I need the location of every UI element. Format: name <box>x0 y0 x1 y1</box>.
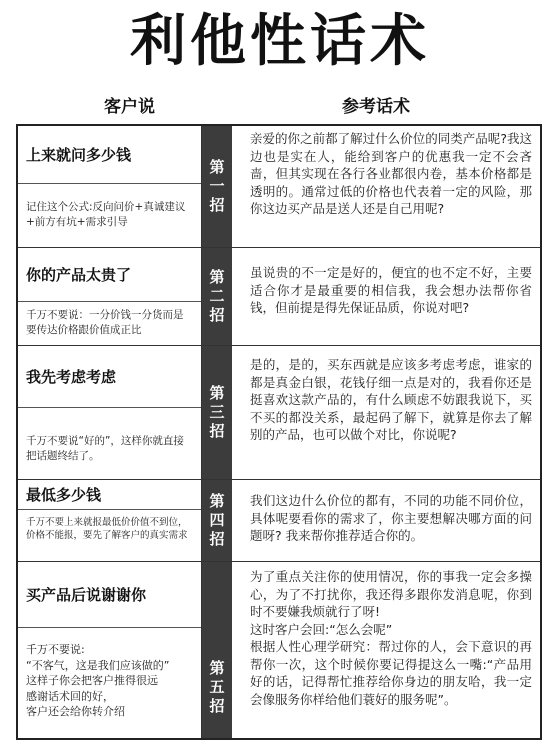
customer-column-header: 客户说 <box>104 97 155 117</box>
customer-note: 千万不要说：一分价钱一分货而是要传达价格跟价值成正比 <box>26 309 184 336</box>
table-row <box>18 346 540 480</box>
customer-note: 千万不要说: “不客气，这是我们应该做的” 这样子你会把客户推得很远 感谢话术回的好， 客户还会给你转介绍 <box>26 643 170 718</box>
table-row <box>18 248 540 346</box>
customer-note: 千万不要说“好的”，这样你就直接把话题终结了。 <box>26 435 184 462</box>
customer-note: 记住这个公式:反向问价+真诚建议+前方有坑+需求引导 <box>26 201 186 228</box>
reply-text: 我们这边什么价位的都有，不同的功能不同价位，具体呢要看你的需求了，你主要想解决哪方面的问题呀? 我来帮你推荐适合你的。 <box>250 493 532 543</box>
customer-cell <box>18 562 202 738</box>
customer-question: 上来就问多少钱 <box>18 126 201 184</box>
customer-cell <box>18 346 202 479</box>
move-label: 第 二 招 <box>202 248 232 345</box>
customer-question: 你的产品太贵了 <box>18 248 201 302</box>
move-label: 第 五 招 <box>202 562 232 738</box>
reply-text: 亲爱的你之前都了解过什么价位的同类产品呢?我这边也是实在人，能给到客户的优惠我一定不会吝啬，但其实现在各行各业都很内卷，基本价格都是透明的。通常过低的价格也代表着一定的风险，那你这边买产品是送人还是自己用呢? <box>250 131 532 216</box>
customer-question: 我先考虑考虑 <box>18 346 201 408</box>
move-label: 第 四 招 <box>202 480 232 561</box>
page-title: 利他性话术 <box>130 9 430 74</box>
customer-cell <box>18 248 202 345</box>
reply-text: 虽说贵的不一定是好的，便宜的也不定不好，主要适合你才是最重要的相信我，我会想办法帮你省钱，但前提是得先保证品质，你说对吧? <box>250 265 532 315</box>
table-row <box>18 562 540 738</box>
customer-question: 最低多少钱 <box>18 480 201 510</box>
customer-cell <box>18 480 202 561</box>
script-table <box>16 124 542 740</box>
reply-column-header: 参考话术 <box>342 97 410 117</box>
customer-cell <box>18 126 202 247</box>
move-label: 第 一 招 <box>202 126 232 247</box>
move-label: 第 三 招 <box>202 346 232 479</box>
customer-question: 买产品后说谢谢你 <box>18 562 201 628</box>
reply-text: 是的，是的，买东西就是应该多考虑考虑，谁家的都是真金白银，花钱仔细一点是对的，我看你还是挺喜欢这款产品的，有什么顾虑不妨跟我说下，买不买的都没关系，最起码了解下，就算是你去了解别的产品，也可以做个对比，你说呢? <box>250 357 532 442</box>
table-row <box>18 480 540 562</box>
reply-text: 为了重点关注你的使用情况，你的事我一定会多操心，为了不打扰你，我还得多跟你发消息呢，你到时不要嫌我烦就行了呀! 这时客户会回:“怎么会呢” 根据人性心理学研究：帮过你的人，会下意识的再帮你一次，这个时候你要记得提这么一嘴:“产品用好的话，记得帮忙推荐给你身边的朋友哈，我一定会像服务你样给他们蓑好的服务呢”。 <box>250 569 532 707</box>
customer-note: 千万不要上来就报最低价价值不到位，价格不能报，要先了解客户的真实需求 <box>26 517 188 541</box>
table-row <box>18 126 540 248</box>
